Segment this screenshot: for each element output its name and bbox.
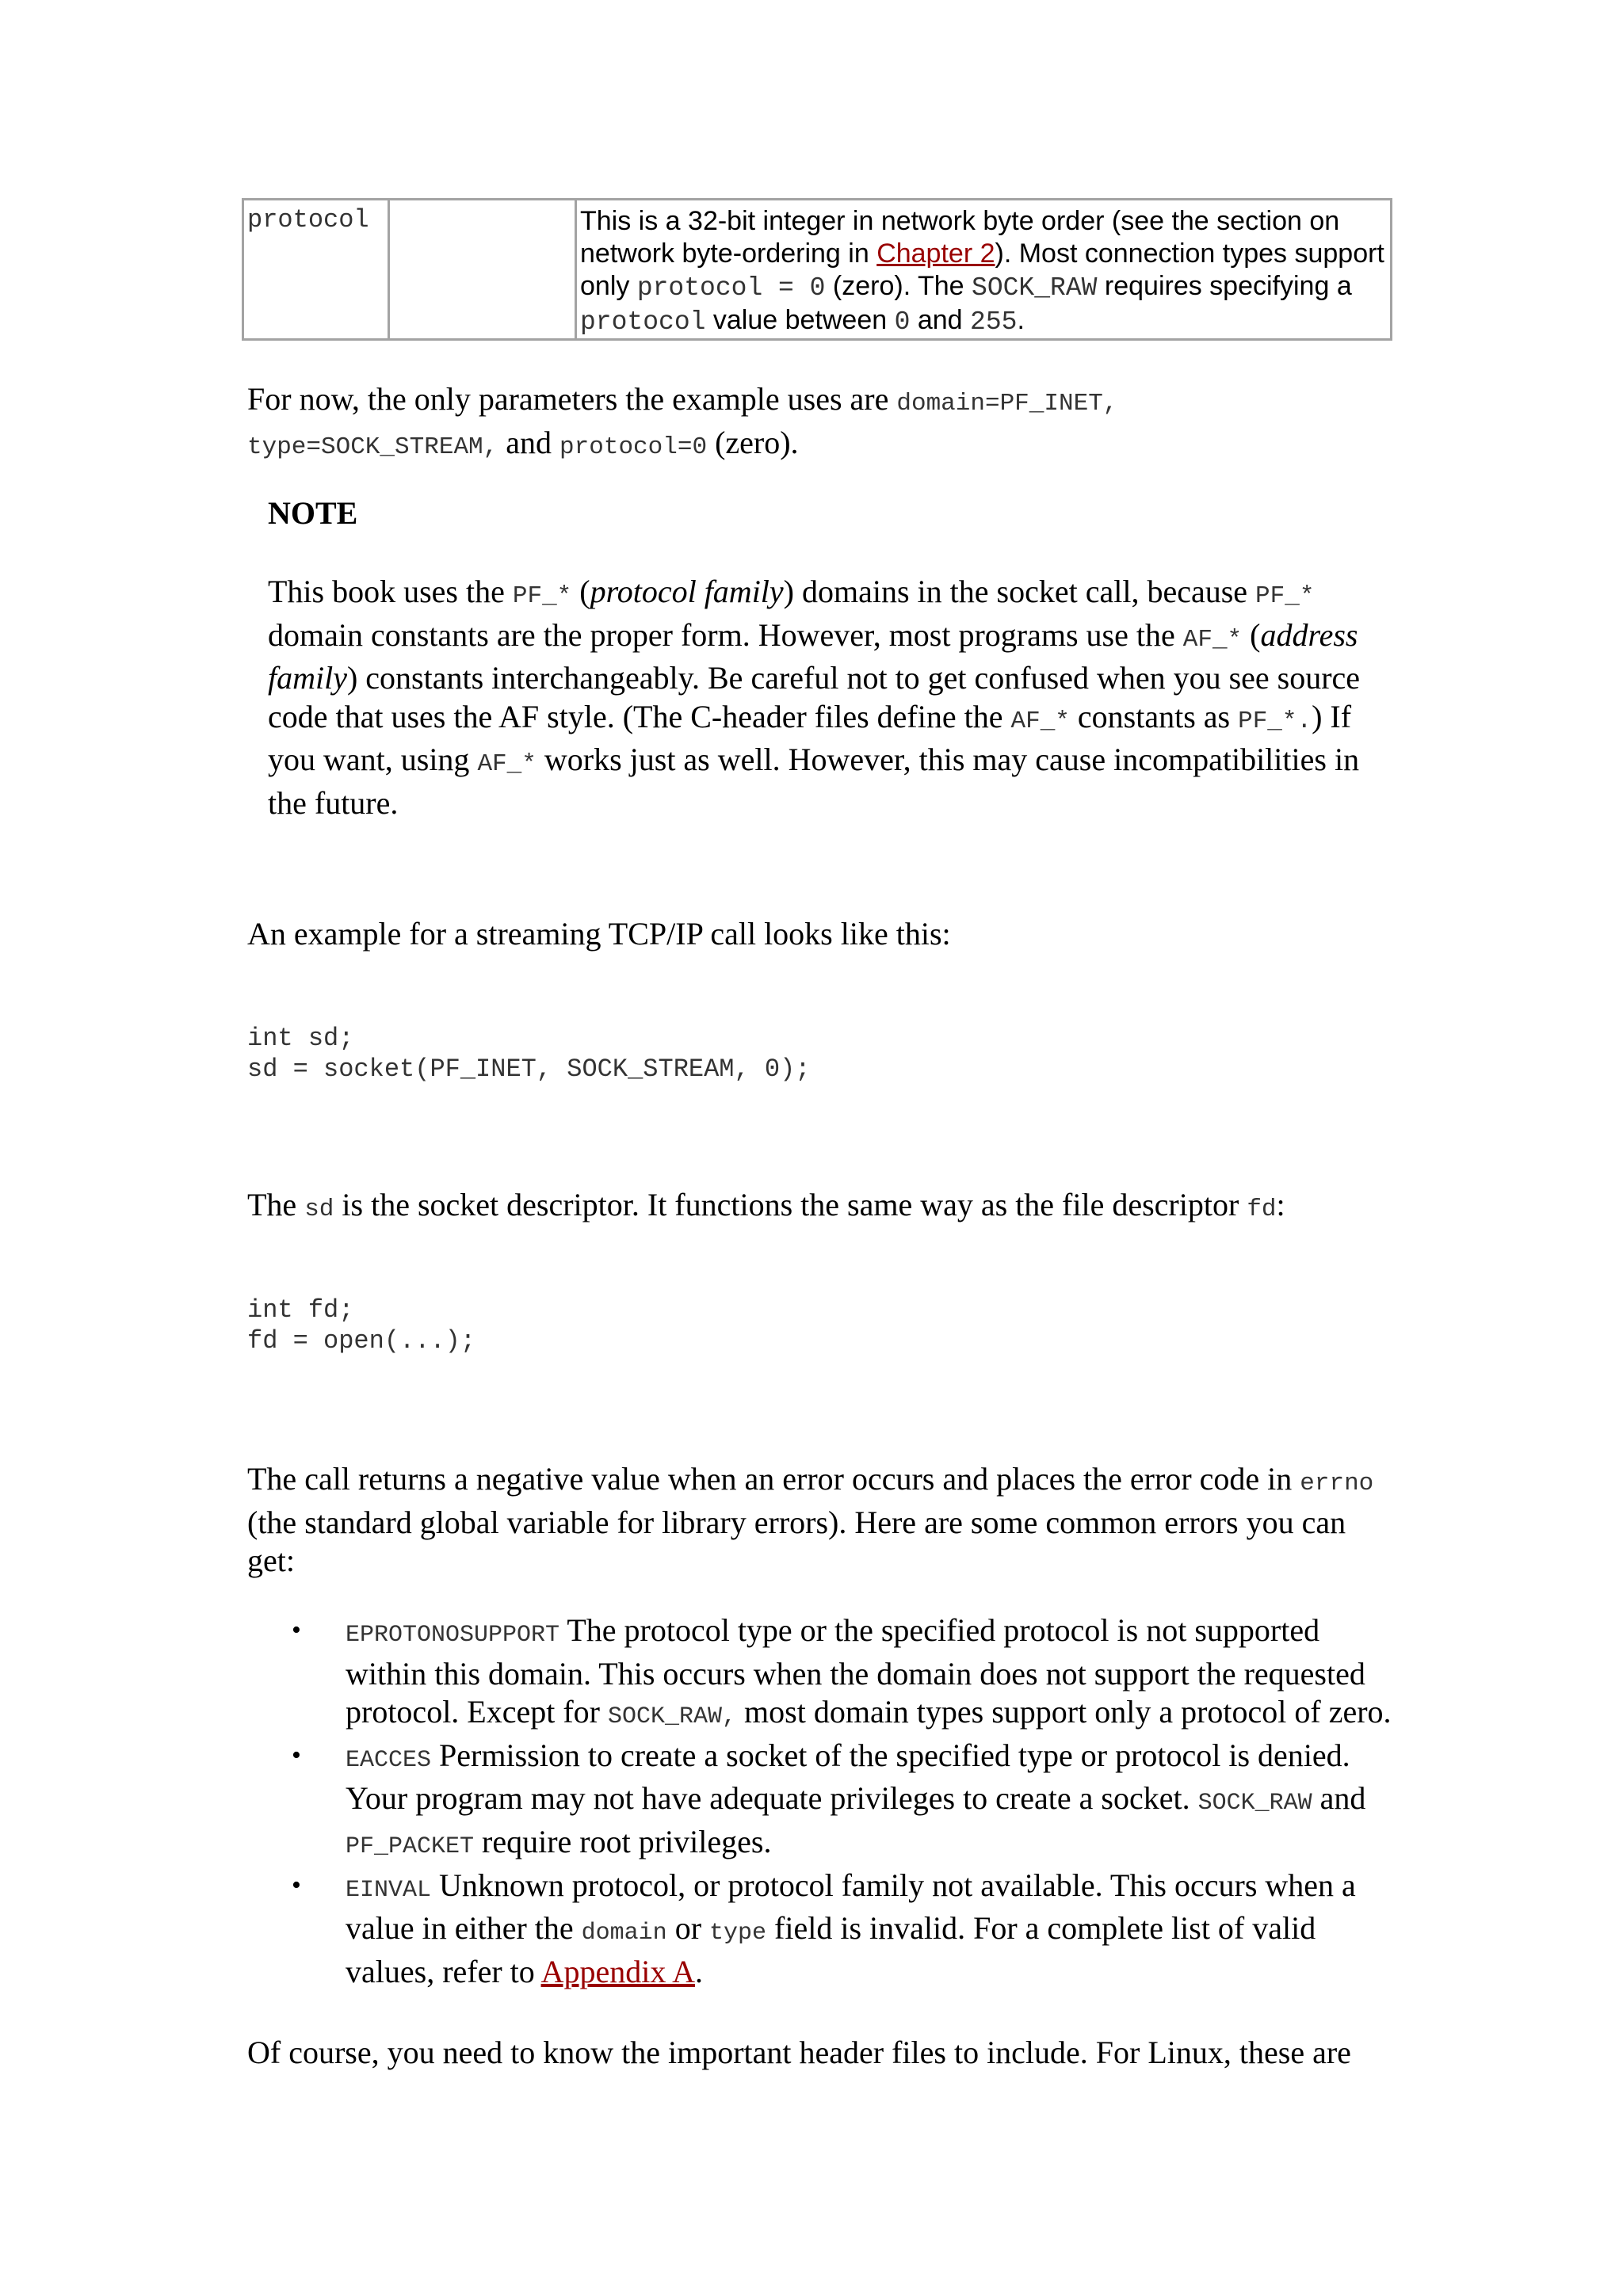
inline-code: SOCK_RAW — [972, 273, 1098, 303]
inline-code: sd — [304, 1196, 334, 1223]
inline-code: protocol = 0 — [636, 273, 826, 303]
inline-code: PF_* — [512, 582, 572, 610]
error-code: EPROTONOSUPPORT — [346, 1622, 560, 1649]
inline-code: AF_* — [477, 750, 537, 779]
inline-code: AF_* — [1010, 707, 1070, 735]
list-item: • EPROTONOSUPPORT The protocol type or the specified protocol is not supported within this domain. This occurs when the domain does not support the requested protocol. Except for SOCK_RAW, most domain types support only a protocol of zero. — [292, 1612, 1392, 1731]
inline-code: errno — [1300, 1470, 1374, 1497]
inline-code: AF_* — [1182, 625, 1243, 654]
inline-code: PF_PACKET — [346, 1833, 475, 1860]
note-body: This book uses the PF_* (protocol family) domains in the socket call, because PF_* domain constants are the proper form. However, most programs use the AF_* (address family) constants interchangeably. Be careful not to get confused when you see source code that uses the AF style. (The C-header files define the AF_* constants as PF_*.) If you want, using AF_* works just as well. However, this may cause incompatibilities in the future. — [268, 574, 1361, 821]
error-code: EACCES — [346, 1746, 432, 1774]
inline-code: protocol — [580, 307, 706, 337]
param-name: protocol — [247, 205, 369, 235]
chapter-2-link[interactable]: Chapter 2 — [876, 238, 995, 269]
bullet-icon: • — [292, 1615, 301, 1645]
inline-code: SOCK_RAW — [1197, 1790, 1312, 1817]
inline-code: fd — [1247, 1196, 1277, 1223]
inline-code: type=SOCK_STREAM, — [247, 433, 498, 461]
paragraph-socket-descriptor: The sd is the socket descriptor. It functions the same way as the file descriptor fd: — [247, 1187, 1285, 1223]
code-block-socket: int sd; sd = socket(PF_INET, SOCK_STREAM, 0); — [247, 1024, 811, 1084]
inline-code: PF_* — [1255, 582, 1315, 610]
param-description: This is a 32-bit integer in network byte order (see the section on network byte-ordering in Chapter 2). Most connection types support only protocol = 0 (zero). The SOCK_RAW requires specifying a protocol value between 0 and 255. — [580, 206, 1384, 337]
appendix-a-link[interactable]: Appendix A — [540, 1953, 695, 1989]
inline-code: 255 — [970, 307, 1018, 337]
inline-code: 0 — [894, 307, 911, 337]
param-type-cell — [389, 200, 576, 340]
inline-code: protocol=0 — [559, 433, 708, 461]
param-description-cell — [576, 200, 1392, 340]
paragraph-header-files: Of course, you need to know the important header files to include. For Linux, these are — [247, 2035, 1351, 2070]
error-list — [292, 1611, 1401, 1991]
inline-code: type — [709, 1920, 767, 1947]
paragraph-parameters: For now, the only parameters the example uses are domain=PF_INET, type=SOCK_STREAM, and protocol=0 (zero). — [247, 381, 1118, 461]
inline-code: PF_*. — [1238, 707, 1312, 735]
note-title: NOTE — [268, 495, 358, 531]
inline-code: domain=PF_INET, — [896, 390, 1118, 418]
inline-code: domain — [581, 1920, 667, 1947]
inline-code: SOCK_RAW, — [608, 1703, 737, 1731]
parameter-table — [242, 198, 1392, 341]
paragraph-errors-intro: The call returns a negative value when an error occurs and places the error code in errno (the standard global variable for library errors). Here are some common errors you can get: — [247, 1461, 1374, 1579]
table-row — [243, 200, 1392, 340]
param-name-cell — [243, 200, 389, 340]
bullet-icon: • — [292, 1870, 301, 1900]
bullet-icon: • — [292, 1740, 301, 1770]
error-code: EINVAL — [346, 1876, 432, 1904]
code-block-open: int fd; fd = open(...); — [247, 1295, 476, 1356]
paragraph-example-intro: An example for a streaming TCP/IP call looks like this: — [247, 916, 951, 952]
list-item: • EINVAL Unknown protocol, or protocol family not available. This occurs when a value in either the domain or type field is invalid. For a complete list of valid values, refer to Appendix A. — [292, 1867, 1356, 1989]
list-item: • EACCES Permission to create a socket of the specified type or protocol is denied. Your program may not have adequate privileges to create a socket. SOCK_RAW and PF_PACKET require root privileges. — [292, 1737, 1366, 1860]
